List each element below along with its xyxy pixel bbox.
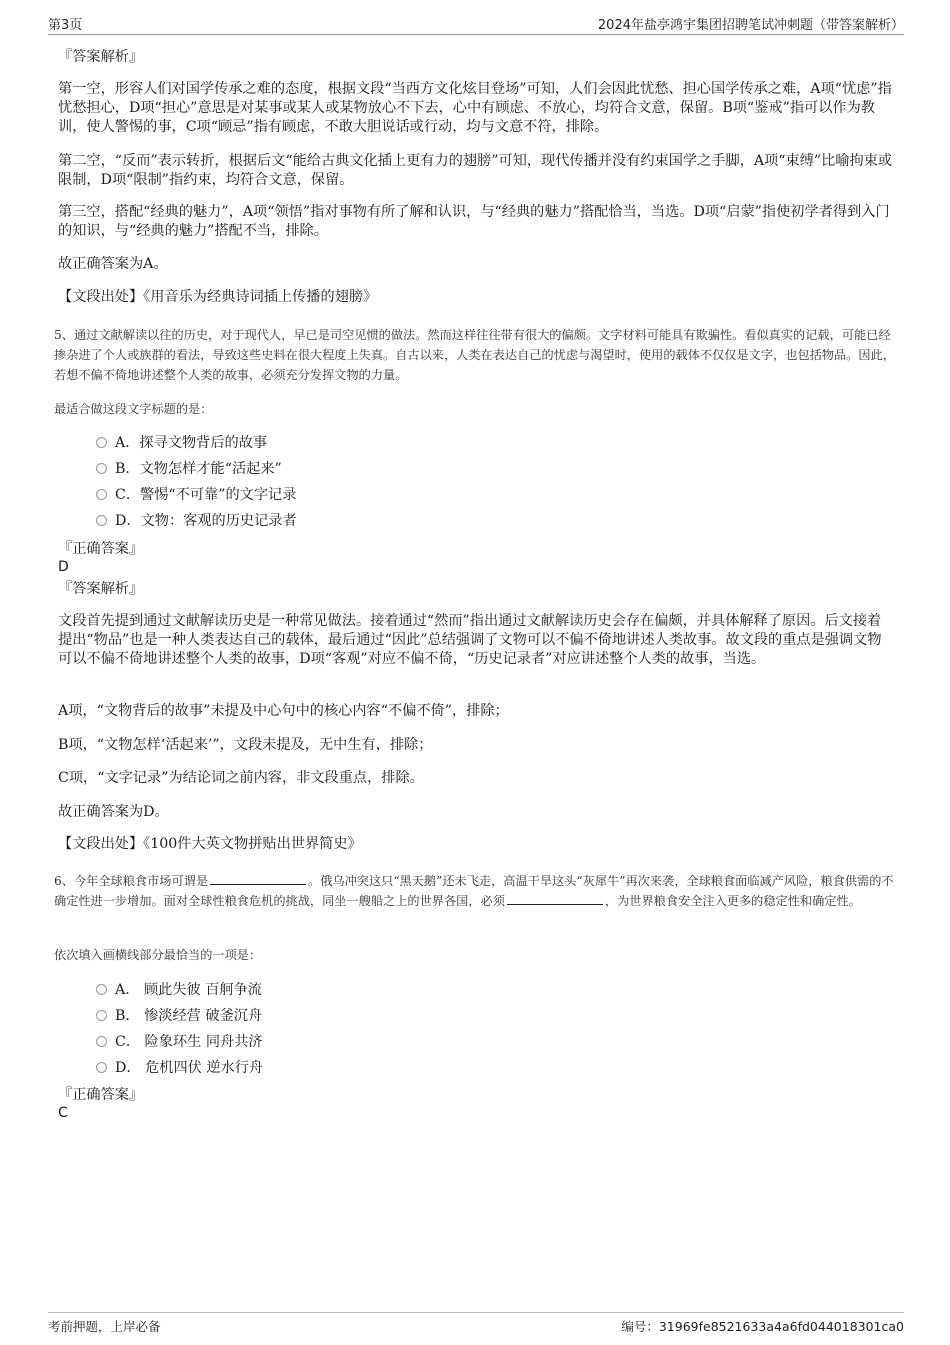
correct-answer: D: [58, 559, 69, 575]
analysis-paragraph: 第三空，搭配“经典的魅力”，A项“领悟”指对事物有所了解和认识，与“经典的魅力”搭配恰当，当选。D项“启蒙”指使初学者得到入门的知识，与“经典的魅力”搭配不当，排除。: [58, 204, 890, 239]
analysis-paragraph: 文段首先提到通过文献解读历史是一种常见做法。接着通过“然而”指出通过文献解读历史会存在偏颇，并具体解释了原因。后文接着提出“物品”也是一种人类表达自己的载体，最后通过“因此”总结强调了文物可以不偏不倚地讲述人类故事。故文段的重点是强调文物可以不偏不倚地讲述整个人类的故事，D项“客观”对应不偏不倚，“历史记录者”对应讲述整个人类的故事，当选。: [58, 613, 882, 667]
option-b[interactable]: [96, 460, 282, 479]
page-header: [48, 14, 904, 35]
correct-answer: C: [58, 1105, 68, 1121]
question-prompt: 最适合做这段文字标题的是：: [54, 402, 213, 416]
radio-icon[interactable]: [96, 489, 107, 500]
analysis-paragraph: A项，“文物背后的故事”未提及中心句中的核心内容“不偏不倚”，排除；: [58, 703, 509, 719]
source-citation: 【文段出处】《100件大英文物拼贴出世界简史》: [58, 836, 362, 852]
stem-text: 6、今年全球粮食市场可谓是: [54, 874, 209, 888]
option-label: B．文物怎样才能“活起来”: [115, 461, 282, 477]
option-d[interactable]: [96, 1059, 263, 1078]
page-footer: [48, 1312, 904, 1335]
answer-conclusion: 故正确答案为D。: [58, 804, 169, 820]
option-label: A． 顾此失彼 百舸争流: [115, 982, 262, 998]
correct-answer-label: 『正确答案』: [58, 1087, 144, 1103]
radio-icon[interactable]: [96, 437, 107, 448]
radio-icon[interactable]: [96, 463, 107, 474]
radio-icon[interactable]: [96, 1010, 107, 1021]
answer-conclusion: 故正确答案为A。: [58, 256, 168, 272]
option-d[interactable]: [96, 512, 297, 531]
analysis-paragraph: 第二空，“反而”表示转折，根据后文“能给古典文化插上更有力的翅膀”可知，现代传播并没有约束国学之手脚，A项“束缚”比喻拘束或限制，D项“限制”指约束，均符合文意，保留。: [58, 153, 893, 188]
analysis-label: 『答案解析』: [58, 49, 144, 65]
question-stem: [54, 871, 896, 911]
option-c[interactable]: [96, 486, 296, 505]
radio-icon[interactable]: [96, 984, 107, 995]
option-label: A．探寻文物背后的故事: [115, 435, 268, 451]
analysis-paragraph: B项，“文物怎样‘活起来’”，文段未提及，无中生有，排除；: [58, 737, 433, 753]
option-label: B． 惨淡经营 破釜沉舟: [115, 1008, 263, 1024]
source-citation: 【文段出处】《用音乐为经典诗词插上传播的翅膀》: [58, 289, 378, 305]
page-number: 第3页: [48, 18, 83, 33]
radio-icon[interactable]: [96, 1062, 107, 1073]
option-a[interactable]: [96, 434, 267, 453]
analysis-paragraph: C项，“文字记录”为结论词之前内容，非文段重点，排除。: [58, 770, 424, 786]
stem-text: ，为世界粮食安全注入更多的稳定性和确定性。: [604, 894, 861, 908]
option-label: C． 险象环生 同舟共济: [115, 1034, 263, 1050]
fill-blank: [210, 873, 306, 885]
footer-slogan: 考前押题，上岸必备: [48, 1319, 161, 1334]
radio-icon[interactable]: [96, 515, 107, 526]
option-label: C．警惕“不可靠”的文字记录: [115, 487, 297, 503]
option-label: D． 危机四伏 逆水行舟: [115, 1060, 264, 1076]
radio-icon[interactable]: [96, 1036, 107, 1047]
analysis-label: 『答案解析』: [58, 581, 144, 597]
question-stem: 5、通过文献解读以往的历史，对于现代人，早已是司空见惯的做法。然而这样往往带有很大的偏颇。文字材料可能具有欺骗性。看似真实的记载，可能已经掺杂进了个人或族群的看法，导致这些史料在很大程度上失真。自古以来，人类在表达自己的忧虑与渴望时，使用的载体不仅仅是文字，也包括物品。因此，若想不偏不倚地讲述整个人类的故事，必须充分发挥文物的力量。: [54, 328, 895, 382]
question-prompt: 依次填入画横线部分最恰当的一项是：: [54, 948, 262, 962]
option-label: D．文物：客观的历史记录者: [115, 513, 297, 529]
correct-answer-label: 『正确答案』: [58, 541, 144, 557]
option-b[interactable]: [96, 1007, 262, 1026]
analysis-paragraph: 第一空，形容人们对国学传承之难的态度，根据文段“当西方文化炫目登场”可知，人们会因此忧愁、担心国学传承之难，A项“忧虑”指忧愁担心，D项“担心”意思是对某事或某人或某物放心不下去，心中有顾虑、不放心，均符合文意，保留。B项“鉴戒”指可以作为教训，使人警惕的事，C项“顾忌”指有顾虑，不敢大胆说话或行动，均与文意不符，排除。: [58, 81, 892, 135]
option-a[interactable]: [96, 981, 262, 1000]
document-id: 编号：31969fe8521633a4a6fd044018301ca0: [621, 1319, 904, 1334]
option-c[interactable]: [96, 1033, 263, 1052]
fill-blank: [507, 893, 603, 905]
document-title: 2024年盐亭鸿宇集团招聘笔试冲刺题（带答案解析）: [597, 18, 904, 33]
stem-text: 。俄乌冲突这只“黑天鹅”还未飞走，高温干旱这头“灰犀牛”再次来袭，全球粮食面临减产风险，粮食供需的不确定性进一步增加。面对全球性粮食危机的挑战，同坐一艘船之上的世界各国，必须: [54, 874, 894, 908]
